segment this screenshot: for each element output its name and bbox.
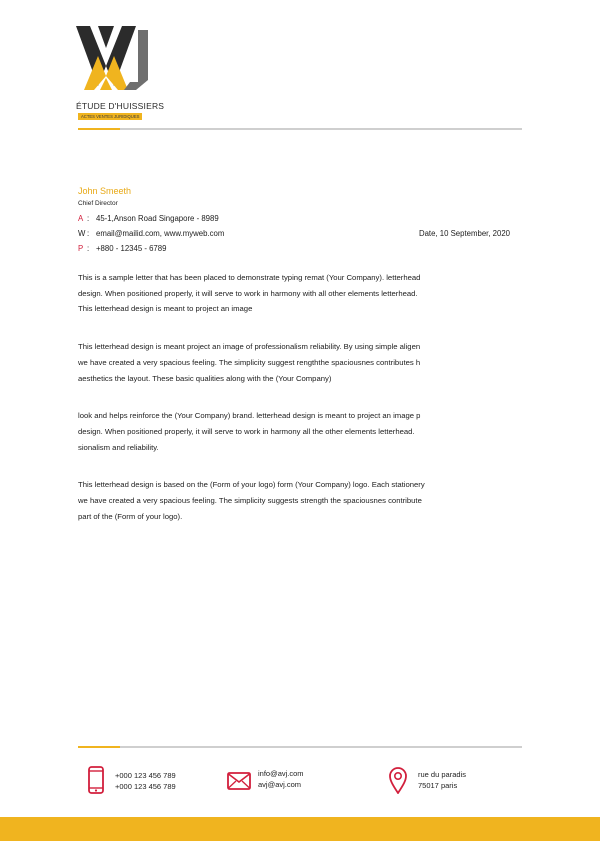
paragraph-line: This letterhead design is meant to project an image [78,304,253,314]
paragraph-line: look and helps reinforce the (Your Company) brand. letterhead design is meant to project an image p [78,411,421,421]
paragraph-line: part of the (Form of your logo). [78,511,183,521]
phone-sep: : [87,244,90,253]
logo-tagline: ACTES VENTES JURIDIQUES [78,113,142,120]
footer-phone-1: +000 123 456 789 [115,771,176,780]
mail-icon [227,771,251,791]
paragraph [78,477,498,524]
location-pin-icon [388,766,408,794]
phone-key: P [78,244,84,253]
company-logo [76,26,165,122]
sender-phone-line [78,244,166,253]
sender-phone: +880 - 12345 - 6789 [96,244,167,253]
paragraph-line: This letterhead design is meant project an image of professionalism reliability. By using simple aligen [78,342,421,352]
paragraph-line: This is a sample letter that has been placed to demonstrate typing remat (Your Company). letterhead [78,273,421,282]
sender-web-line [78,229,224,238]
paragraph-line: sionalism and reliability. [78,442,159,452]
paragraph [78,339,498,386]
paragraph-line: design. When positioned properly, it will serve to work in harmony with all other elements letterhead. [78,288,418,298]
footer-email-1: info@avj.com [258,769,304,778]
header-divider-accent [78,128,120,130]
footer-email-2: avj@avj.com [258,779,302,789]
footer-phone-2: +000 123 456 789 [115,781,176,791]
avj-logo-icon [76,26,156,100]
logo-company-name: ÉTUDE D'HUISSIERS [76,101,165,111]
web-key: W [78,229,86,238]
paragraph-line: This letterhead design is based on the (Form of your logo) form (Your Company) logo. Each stationery [78,480,425,490]
paragraph-line: we have created a very spacious feeling. The simplicity suggest rengththe spaciousnes contributes h [78,357,421,367]
letter-date: Date, 10 September, 2020 [418,229,510,238]
paragraph-line: design. When positioned properly, it will serve to work in harmony all the other elements letterhead. [78,426,415,436]
footer-address-1: rue du paradis [418,770,466,779]
footer-divider-accent [78,746,120,748]
letter-body [78,270,498,546]
paragraph [78,408,498,455]
footer-bar [0,817,600,841]
phone-icon [86,766,106,794]
paragraph-line: we have created a very spacious feeling. The simplicity suggests strength the spaciousnes contribute [78,496,422,506]
paragraph-line: aesthetics the layout. These basic qualities along with the (Your Company) [78,373,332,383]
sender-title: Chief Director [78,200,118,207]
web-sep: : [87,229,90,238]
paragraph [78,270,498,317]
address-sep: : [87,214,90,223]
sender-address-line [78,214,219,223]
sender-address: 45-1,Anson Road Singapore - 8989 [96,214,219,223]
footer-address-2: 75017 paris [418,780,458,790]
address-key: A [78,214,84,223]
sender-name: John Smeeth [78,186,132,196]
footer-divider [78,746,522,748]
sender-web: email@mailid.com, www.myweb.com [96,229,225,238]
header-divider [78,128,522,130]
